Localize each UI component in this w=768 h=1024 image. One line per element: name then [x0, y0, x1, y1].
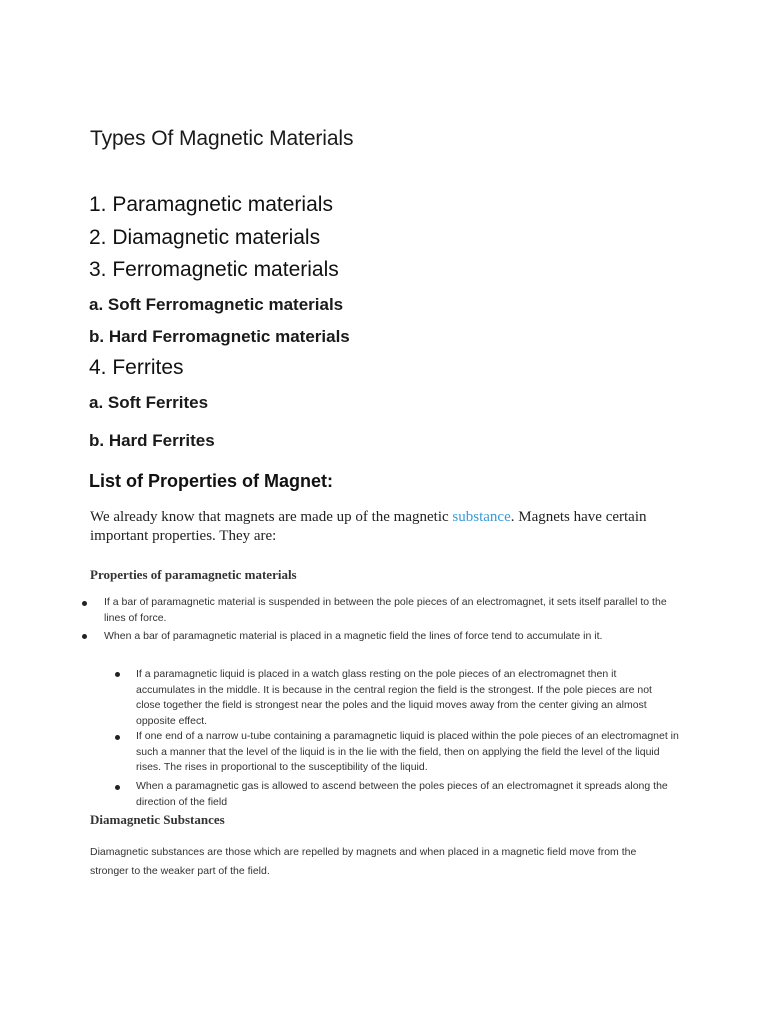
type-item-ferrites: 4. Ferrites: [89, 356, 184, 379]
type-item-ferromagnetic: 3. Ferromagnetic materials: [89, 258, 339, 281]
diamagnetic-heading: Diamagnetic Substances: [90, 812, 225, 827]
type-subitem-soft-ferromagnetic: a. Soft Ferromagnetic materials: [89, 295, 344, 314]
intro-text-start: We already know that magnets are made up of the magnetic: [90, 509, 453, 525]
type-subitem-hard-ferrites: b. Hard Ferrites: [89, 431, 215, 450]
substance-link[interactable]: substance: [452, 509, 511, 525]
document-title: Types Of Magnetic Materials: [90, 127, 354, 150]
type-subitem-hard-ferromagnetic: b. Hard Ferromagnetic materials: [89, 327, 350, 346]
type-item-diamagnetic: 2. Diamagnetic materials: [89, 226, 321, 249]
list-item: When a bar of paramagnetic material is placed in a magnetic field the lines of force tend to accumulate in it.: [104, 630, 603, 642]
list-item: If a bar of paramagnetic material is suspended in between the pole pieces of an electromagnet, it sets itself parallel to the lines of force.: [104, 596, 667, 624]
intro-paragraph: [90, 508, 690, 546]
bullet-dot: [82, 634, 87, 639]
sub-list-item: If a paramagnetic liquid is placed in a watch glass resting on the pole pieces of an electromagnet then it accumulates in the middle. It is because in the central region the field is the strongest. If the pole pieces are not close together the field is strongest near the poles and the liquid moves away from the center giving an almost opposite effect.: [136, 668, 652, 727]
bullet-dot: [115, 735, 120, 740]
bullet-dot: [115, 672, 120, 677]
bullet-dot: [82, 601, 87, 606]
diamagnetic-paragraph: Diamagnetic substances are those which are repelled by magnets and when placed in a magnetic field move from the stronger to the weaker part of the field.: [90, 846, 637, 877]
intro-text-end: . Magnets have certain important properties. They are:: [90, 509, 647, 544]
bullet-dot: [115, 785, 120, 790]
type-subitem-soft-ferrites: a. Soft Ferrites: [89, 393, 209, 412]
properties-heading: List of Properties of Magnet:: [89, 471, 334, 491]
type-item-paramagnetic: 1. Paramagnetic materials: [89, 193, 333, 216]
sub-list-item: When a paramagnetic gas is allowed to ascend between the poles pieces of an electromagnet it spreads along the direction of the field: [136, 780, 668, 808]
paramagnetic-properties-heading: Properties of paramagnetic materials: [90, 567, 297, 582]
sub-list-item: If one end of a narrow u-tube containing a paramagnetic liquid is placed within the pole pieces of an electromagnet in such a manner that the level of the liquid is in the lie with the field, then on applying the field the level of the liquid rises. The rises in proportional to the susceptibility of the liquid.: [136, 730, 679, 773]
